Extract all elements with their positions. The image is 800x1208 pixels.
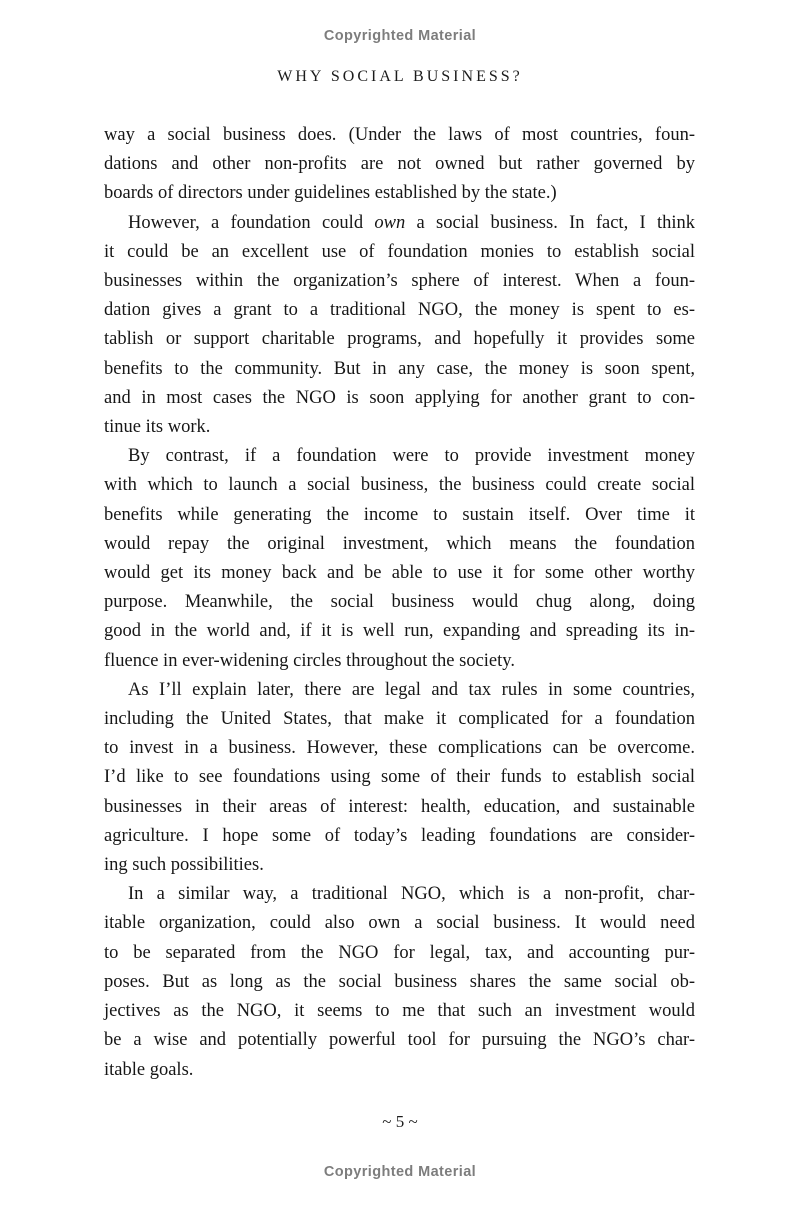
text-line: benefits to the community. But in any case, the money is soon spent, (104, 358, 695, 379)
text-line: By contrast, if a foundation were to provide investment money (128, 446, 695, 467)
text-line: tablish or support charitable programs, and hopefully it provides some (104, 329, 695, 350)
text-line: to be separated from the NGO for legal, tax, and accounting pur- (104, 942, 695, 963)
paragraph (104, 209, 695, 443)
text-line: However, a foundation could own a social business. In fact, I think (128, 212, 695, 233)
paragraph (104, 121, 695, 209)
copyright-notice-bottom: Copyrighted Material (323, 1164, 477, 1180)
text-line: benefits while generating the income to sustain itself. Over time it (104, 504, 695, 525)
text-line: and in most cases the NGO is soon applying for another grant to con- (104, 387, 695, 408)
text-line: with which to launch a social business, the business could create social (104, 475, 695, 496)
text-line: purpose. Meanwhile, the social business would chug along, doing (104, 592, 695, 613)
text-line: dations and other non-profits are not owned but rather governed by (104, 154, 695, 175)
text-line: poses. But as long as the social business shares the same social ob- (104, 971, 695, 992)
text-line: boards of directors under guidelines established by the state.) (104, 183, 557, 204)
paragraph (104, 880, 695, 1084)
text-line: fluence in ever-widening circles throughout the society. (104, 650, 515, 671)
text-line: In a similar way, a traditional NGO, which is a non-profit, char- (128, 884, 695, 905)
page-number: ~ 5 ~ (382, 1112, 418, 1131)
text-line: dation gives a grant to a traditional NGO, the money is spent to es- (104, 300, 695, 321)
text-line: jectives as the NGO, it seems to me that such an investment would (104, 1001, 695, 1022)
paragraph (104, 676, 695, 880)
paragraph (104, 442, 695, 676)
text-line: businesses within the organization’s sphere of interest. When a foun- (104, 271, 695, 292)
copyright-notice-top: Copyrighted Material (323, 28, 477, 44)
text-line: itable goals. (104, 1059, 194, 1080)
running-head: WHY SOCIAL BUSINESS? (277, 68, 523, 85)
text-line: it could be an excellent use of foundation monies to establish social (104, 241, 695, 262)
text-line: way a social business does. (Under the laws of most countries, foun- (104, 125, 695, 145)
text-line: agriculture. I hope some of today’s leading foundations are consider- (104, 825, 695, 846)
body-text (104, 121, 695, 1085)
text-line: tinue its work. (104, 417, 211, 438)
text-line: would repay the original investment, which means the foundation (104, 533, 695, 554)
text-line: businesses in their areas of interest: health, education, and sustainable (104, 796, 695, 817)
text-line: As I’ll explain later, there are legal and tax rules in some countries, (128, 679, 695, 700)
text-line: to invest in a business. However, these complications can be overcome. (104, 738, 695, 759)
text-line: itable organization, could also own a social business. It would need (104, 913, 695, 934)
text-line: be a wise and potentially powerful tool for pursuing the NGO’s char- (104, 1030, 695, 1051)
text-line: including the United States, that make it complicated for a foundation (104, 709, 695, 730)
text-line: ing such possibilities. (104, 855, 264, 876)
text-line: good in the world and, if it is well run, expanding and spreading its in- (104, 621, 695, 642)
text-line: I’d like to see foundations using some of their funds to establish social (104, 767, 695, 788)
text-line: would get its money back and be able to use it for some other worthy (104, 563, 695, 584)
